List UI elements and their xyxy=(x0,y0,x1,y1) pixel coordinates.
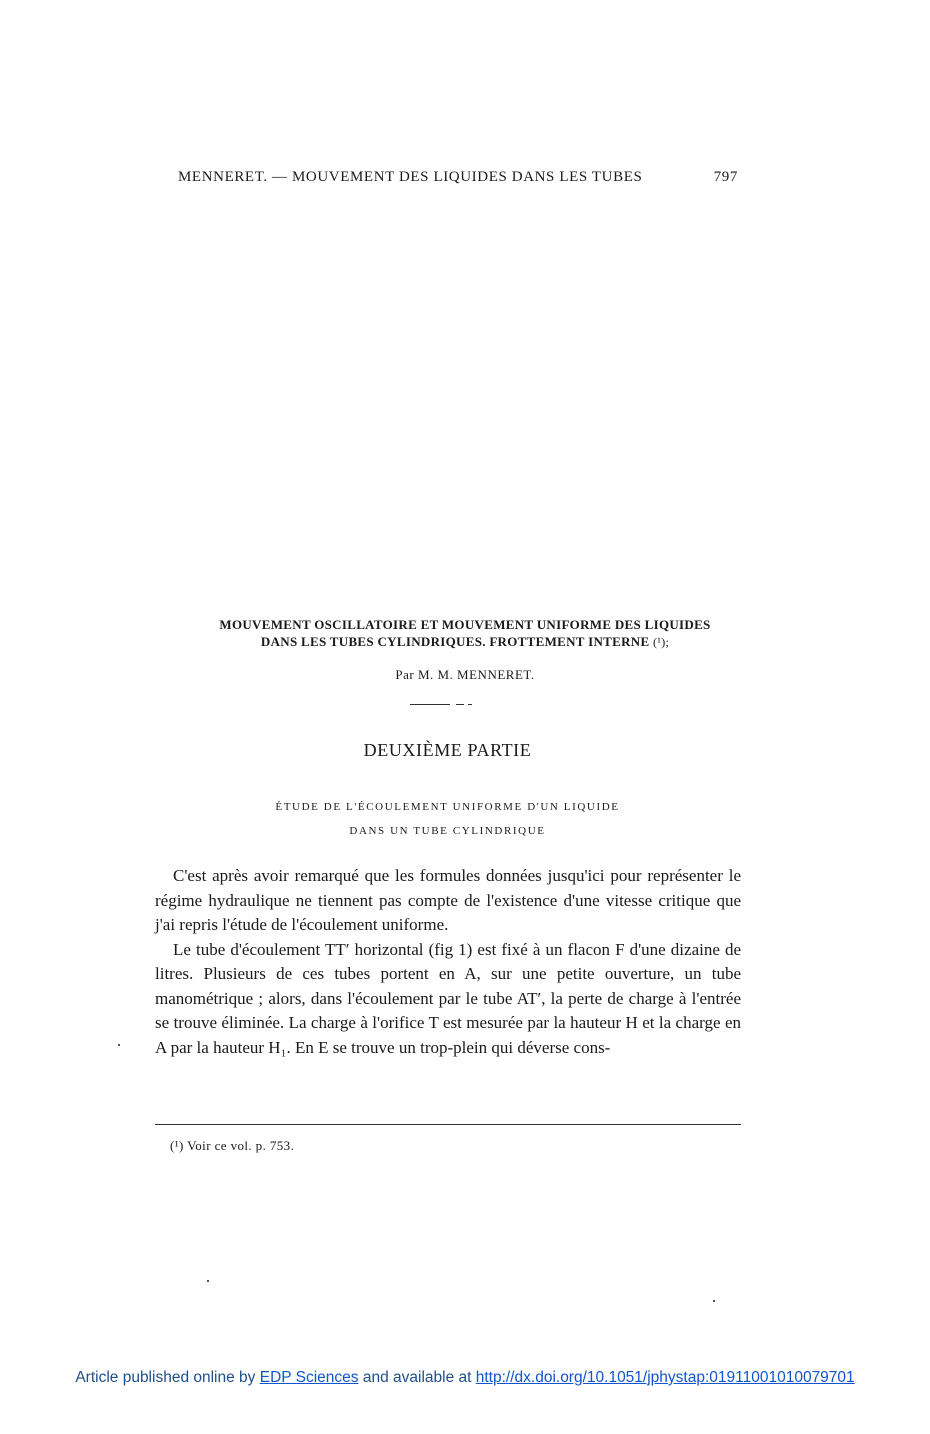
page-number: 797 xyxy=(713,169,738,185)
article-title-line-2-text: DANS LES TUBES CYLINDRIQUES. FROTTEMENT INTERNE xyxy=(260,634,650,649)
scan-speck xyxy=(207,1280,209,1282)
paragraph-1: C'est après avoir remarqué que les formules données jusqu'ici pour représenter le régime hydraulique ne tiennent pas compte de l'existence d'une vitesse critique que j'ai repris l'étude de l'écoulement uniforme. xyxy=(155,866,741,934)
scan-speck xyxy=(118,1044,120,1046)
publisher-middle: and available at xyxy=(362,1369,472,1386)
article-title-line-2 xyxy=(150,633,780,651)
byline: Par M. M. MENNERET. xyxy=(395,667,535,682)
section-title-line-2: DANS UN TUBE CYLINDRIQUE xyxy=(349,825,546,837)
article-title xyxy=(150,616,780,651)
part-heading: DEUXIÈME PARTIE xyxy=(363,740,532,760)
publisher-link[interactable]: EDP Sciences xyxy=(259,1369,359,1386)
doi-link[interactable]: http://dx.doi.org/10.1051/jphystap:01911001010079701 xyxy=(475,1369,855,1386)
running-head-title: MENNERET. — MOUVEMENT DES LIQUIDES DANS LES TUBES xyxy=(178,169,643,185)
paragraph-2: Le tube d'écoulement TT′ horizontal (fig 1) est fixé à un flacon F d'une dizaine de litres. Plusieurs de ces tubes portent en A, sur une petite ouverture, un tube manométrique ; alors, dans l'écoulement par le tube AT′, la perte de charge à l'entrée se trouve éliminée. La charge à l'orifice T est mesurée par la hauteur H et la charge en A par la hauteur H₁. En E se trouve un trop-plein qui déverse cons- xyxy=(155,939,741,1057)
publisher-prefix: Article published online by xyxy=(75,1369,256,1386)
article-title-line-1: MOUVEMENT OSCILLATOIRE ET MOUVEMENT UNIFORME DES LIQUIDES xyxy=(219,617,711,632)
footnote-rule xyxy=(155,1124,741,1125)
body-text xyxy=(155,864,741,1060)
section-title-line-1: ÉTUDE DE L'ÉCOULEMENT UNIFORME D'UN LIQUIDE xyxy=(275,801,620,813)
publisher-line xyxy=(0,1369,930,1387)
section-title xyxy=(150,795,745,843)
footnote: (¹) Voir ce vol. p. 753. xyxy=(170,1138,295,1153)
scan-speck xyxy=(713,1300,715,1302)
ornament-divider xyxy=(410,704,474,706)
running-head xyxy=(178,169,738,186)
title-footnote-ref: (¹); xyxy=(653,635,670,649)
